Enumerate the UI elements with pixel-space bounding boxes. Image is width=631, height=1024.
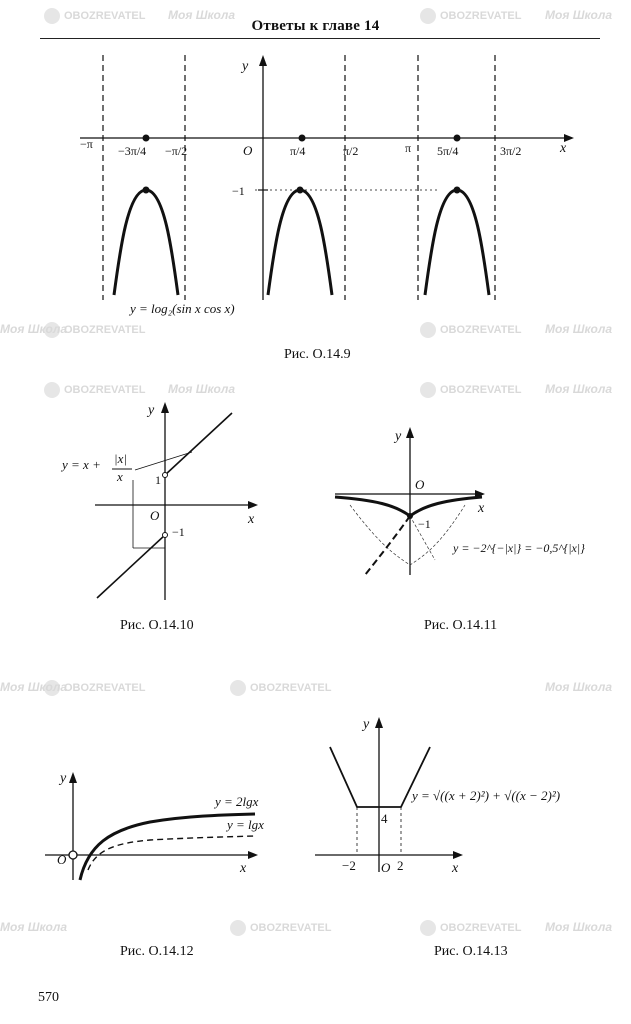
y-axis-label: y	[242, 59, 249, 74]
formula-label: y = x +	[62, 457, 101, 472]
watermark: Моя Школа	[545, 680, 613, 694]
tick-label: 3π/2	[500, 144, 522, 158]
watermark: OBOZREVATEL	[420, 322, 521, 338]
x-axis-label: x	[452, 861, 459, 876]
y-axis-label: y	[395, 429, 402, 444]
origin-label: O	[57, 852, 67, 867]
formula-label: y = lgx	[227, 817, 264, 832]
x-axis-arrow-icon	[453, 851, 463, 859]
page-header: Ответы к главе 14	[251, 18, 380, 34]
value-label: −1	[172, 525, 185, 539]
watermark: Моя Школа	[168, 382, 236, 396]
tick-label: −π/2	[165, 144, 188, 158]
watermark: OBOZREVATEL	[230, 920, 331, 936]
figure-caption: Рис. O.14.12	[120, 944, 194, 959]
tick-label: −3π/4	[118, 144, 147, 158]
watermark: Моя Школа	[0, 322, 68, 336]
formula-numerator: |x|	[114, 451, 127, 466]
figure-caption: Рис. O.14.9	[284, 347, 351, 362]
watermark: Моя Школа	[0, 920, 68, 934]
tick-label: π/2	[343, 144, 359, 158]
watermark: Моя Школа	[168, 8, 236, 22]
watermark: OBOZREVATEL	[44, 382, 145, 398]
y-axis-label: y	[148, 403, 155, 418]
tick-label: −π	[80, 137, 93, 151]
value-label: −1	[418, 517, 431, 531]
tick-label: 2	[397, 858, 404, 873]
watermark: OBOZREVATEL	[44, 8, 145, 24]
value-label: 4	[381, 811, 388, 826]
figure-caption: Рис. O.14.11	[424, 618, 498, 633]
formula-label: y = log₂(sin x cos x)	[130, 301, 235, 316]
watermark: Моя Школа	[545, 920, 613, 934]
origin-label: O	[381, 860, 391, 875]
watermark: Моя Школа	[545, 382, 613, 396]
figure-caption: Рис. O.14.10	[120, 618, 194, 633]
watermark: OBOZREVATEL	[44, 680, 145, 696]
formula-label: y = −2^{−|x|} = −0,5^{|x|}	[453, 541, 585, 555]
tick-label: −2	[342, 858, 356, 873]
tick-label: π	[405, 141, 412, 155]
formula-label: y = √((x + 2)²) + √((x − 2)²)	[412, 788, 561, 803]
value-label: 1	[155, 473, 161, 487]
x-axis-label: x	[560, 141, 567, 156]
watermark: OBOZREVATEL	[420, 382, 521, 398]
figure-caption: Рис. O.14.13	[434, 944, 508, 959]
y-axis-label: y	[363, 717, 370, 732]
formula-denominator: x	[117, 469, 123, 484]
watermark: Моя Школа	[545, 322, 613, 336]
page-number: 570	[38, 990, 59, 1005]
origin-label: O	[243, 143, 253, 158]
watermark: OBOZREVATEL	[44, 322, 145, 338]
watermark: OBOZREVATEL	[230, 680, 331, 696]
tick-label: π/4	[290, 144, 306, 158]
origin-label: O	[150, 508, 160, 523]
y-axis-arrow-icon	[375, 717, 383, 728]
y-axis-label: y	[60, 771, 67, 786]
formula-label: y = 2lgx	[215, 794, 259, 809]
watermark: OBOZREVATEL	[420, 8, 521, 24]
tick-label: 5π/4	[437, 144, 459, 158]
watermark: Моя Школа	[545, 8, 613, 22]
origin-label: O	[415, 477, 425, 492]
watermark: OBOZREVATEL	[420, 920, 521, 936]
x-axis-label: x	[248, 512, 255, 527]
tick-label: −1	[232, 184, 245, 198]
x-axis-label: x	[478, 501, 485, 516]
x-axis-label: x	[240, 861, 247, 876]
watermark: Моя Школа	[0, 680, 68, 694]
